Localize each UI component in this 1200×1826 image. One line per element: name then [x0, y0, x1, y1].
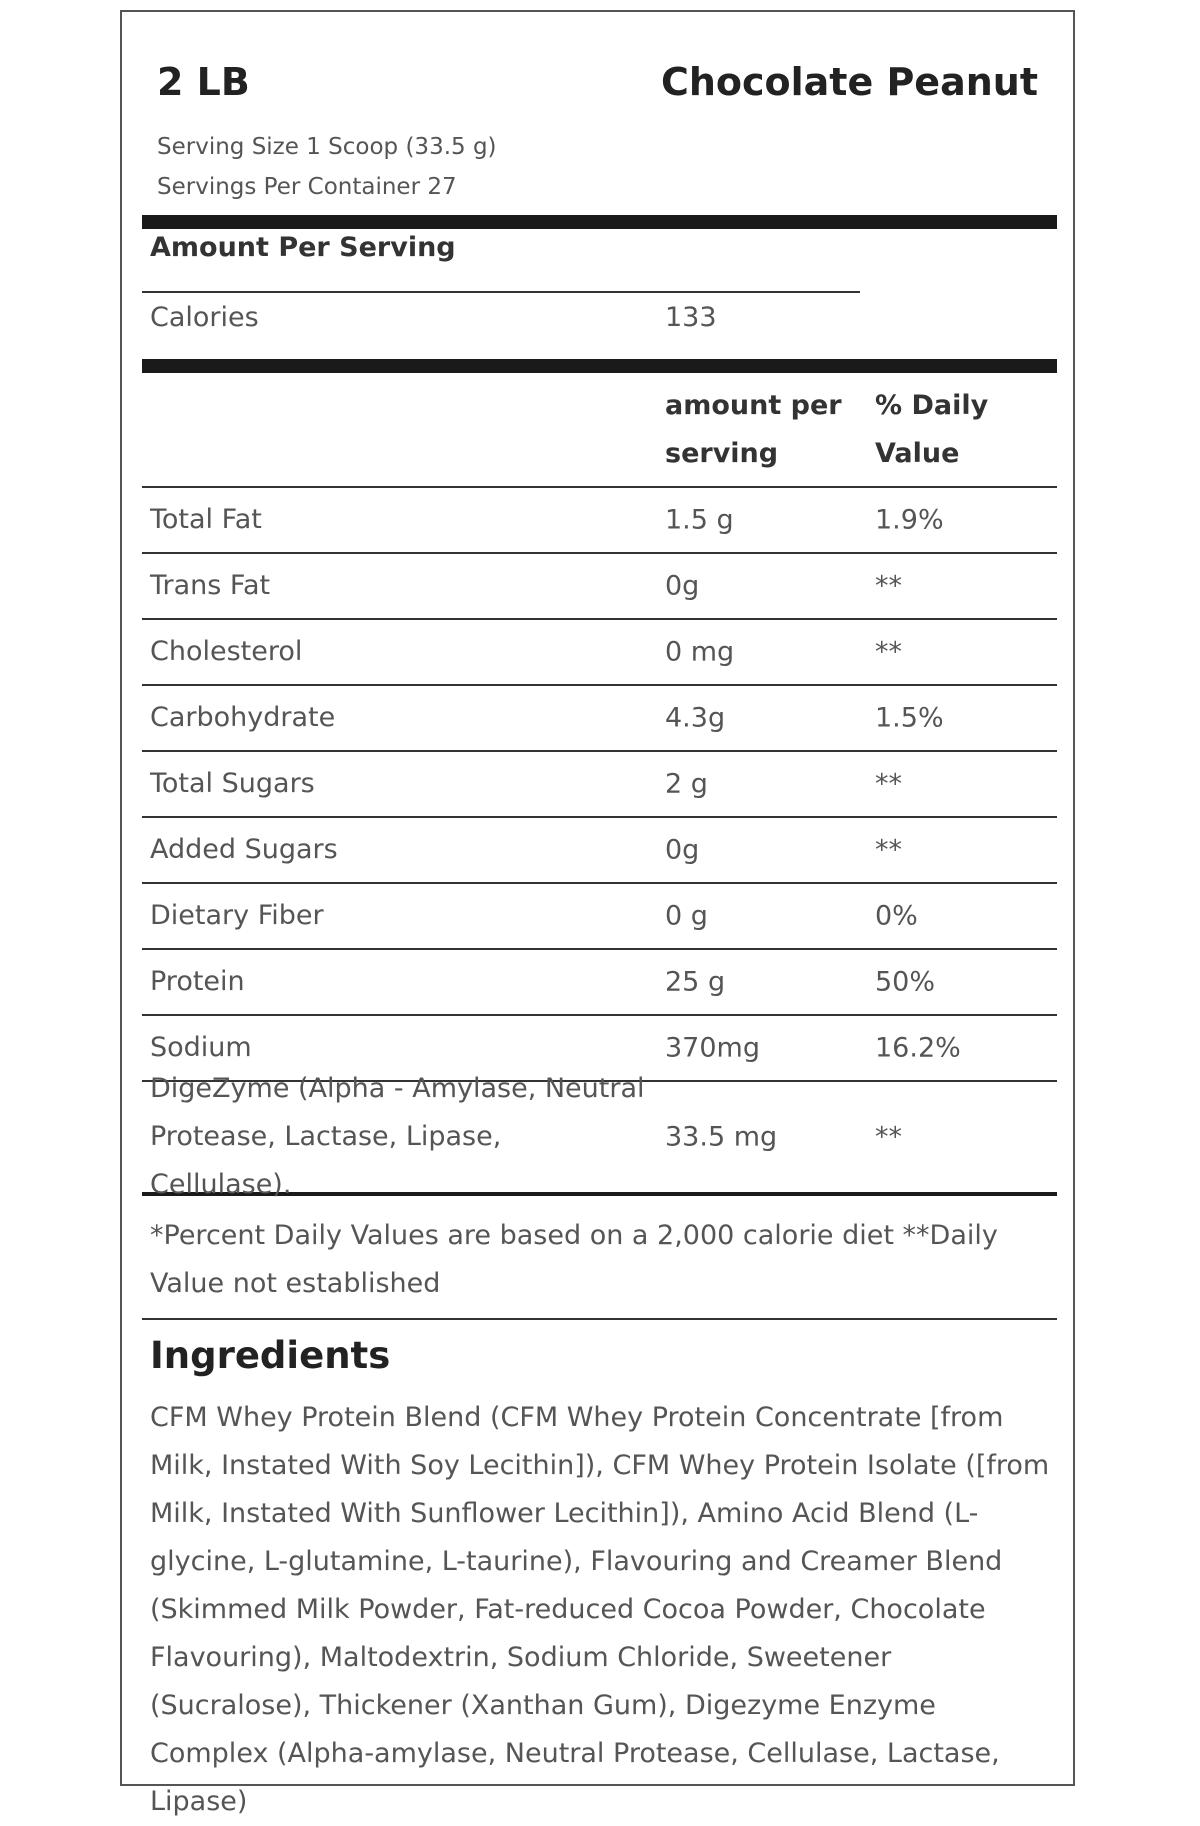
nutrient-daily-value: ** — [875, 1121, 902, 1153]
nutrient-table — [142, 488, 1057, 1200]
nutrient-amount: 25 g — [665, 966, 726, 998]
nutrient-daily-value: ** — [875, 834, 902, 866]
nutrient-daily-value: 50% — [875, 966, 936, 998]
ingredients-heading: Ingredients — [150, 1334, 391, 1377]
nutrient-amount: 4.3g — [665, 702, 726, 734]
table-row — [142, 950, 1057, 1016]
table-row — [142, 686, 1057, 752]
column-header-amount: amount per serving — [665, 390, 842, 469]
column-header-daily-value: % Daily Value — [875, 390, 989, 469]
serving-size: Serving Size 1 Scoop (33.5 g) — [157, 134, 497, 160]
package-size: 2 LB — [157, 60, 250, 104]
nutrient-name: DigeZyme (Alpha - Amylase, Neutral Protease, Lactase, Lipase, Cellulase). — [150, 1073, 645, 1200]
nutrient-daily-value: ** — [875, 570, 902, 602]
nutrition-facts-panel — [120, 10, 1075, 1817]
nutrient-daily-value: 16.2% — [875, 1032, 961, 1064]
nutrient-name: Total Fat — [150, 504, 262, 535]
amount-per-serving-heading: Amount Per Serving — [150, 232, 456, 263]
nutrient-amount: 0g — [665, 834, 700, 866]
daily-value-footnote: *Percent Daily Values are based on a 2,000 calorie diet **Daily Value not established — [150, 1220, 998, 1299]
nutrient-name: Total Sugars — [150, 768, 315, 799]
nutrient-amount: 0 mg — [665, 636, 735, 668]
table-row — [142, 620, 1057, 686]
servings-per-container: Servings Per Container 27 — [157, 174, 457, 200]
nutrient-name: Carbohydrate — [150, 702, 336, 733]
nutrient-daily-value: 0% — [875, 900, 918, 932]
nutrient-daily-value: ** — [875, 768, 902, 800]
calories-value: 133 — [665, 302, 717, 333]
divider — [142, 291, 860, 293]
nutrient-amount: 0g — [665, 570, 700, 602]
divider — [142, 1318, 1057, 1320]
nutrient-name: Dietary Fiber — [150, 900, 324, 931]
ingredients-list: CFM Whey Protein Blend (CFM Whey Protein Concentrate [from Milk, Instated With Soy Lecithin]), CFM Whey Protein Isolate ([from Milk, Instated With Sunflower Lecithin]), Amino Acid Blend (L-glycine, L-glutamine, L-taurine), Flavouring and Creamer Blend (Skimmed Milk Powder, Fat-reduced Cocoa Powder, Chocolate Flavouring), Maltodextrin, Sodium Chloride, Sweetener (Sucralose), Thickener (Xanthan Gum), Digezyme Enzyme Complex (Alpha-amylase, Neutral Protease, Cellulase, Lactase, Lipase) — [150, 1402, 1050, 1817]
nutrient-amount: 1.5 g — [665, 504, 734, 536]
nutrient-amount: 33.5 mg — [665, 1121, 778, 1153]
nutrient-daily-value: 1.5% — [875, 702, 944, 734]
table-row — [142, 488, 1057, 554]
nutrient-name: Trans Fat — [150, 570, 271, 601]
nutrient-daily-value: ** — [875, 636, 902, 668]
nutrient-daily-value: 1.9% — [875, 504, 944, 536]
nutrient-amount: 2 g — [665, 768, 708, 800]
table-row — [142, 752, 1057, 818]
table-row — [142, 884, 1057, 950]
thick-divider — [142, 215, 1057, 229]
nutrient-amount: 0 g — [665, 900, 708, 932]
nutrient-name: Sodium — [150, 1032, 252, 1063]
flavor-name: Chocolate Peanut — [660, 60, 1038, 104]
nutrient-amount: 370mg — [665, 1032, 760, 1064]
table-row — [142, 554, 1057, 620]
table-row — [142, 1073, 1057, 1200]
nutrient-name: Added Sugars — [150, 834, 338, 865]
nutrient-name: Cholesterol — [150, 636, 303, 667]
nutrient-name: Protein — [150, 966, 245, 997]
calories-label: Calories — [150, 302, 259, 333]
table-row — [142, 818, 1057, 884]
thick-divider — [142, 359, 1057, 373]
